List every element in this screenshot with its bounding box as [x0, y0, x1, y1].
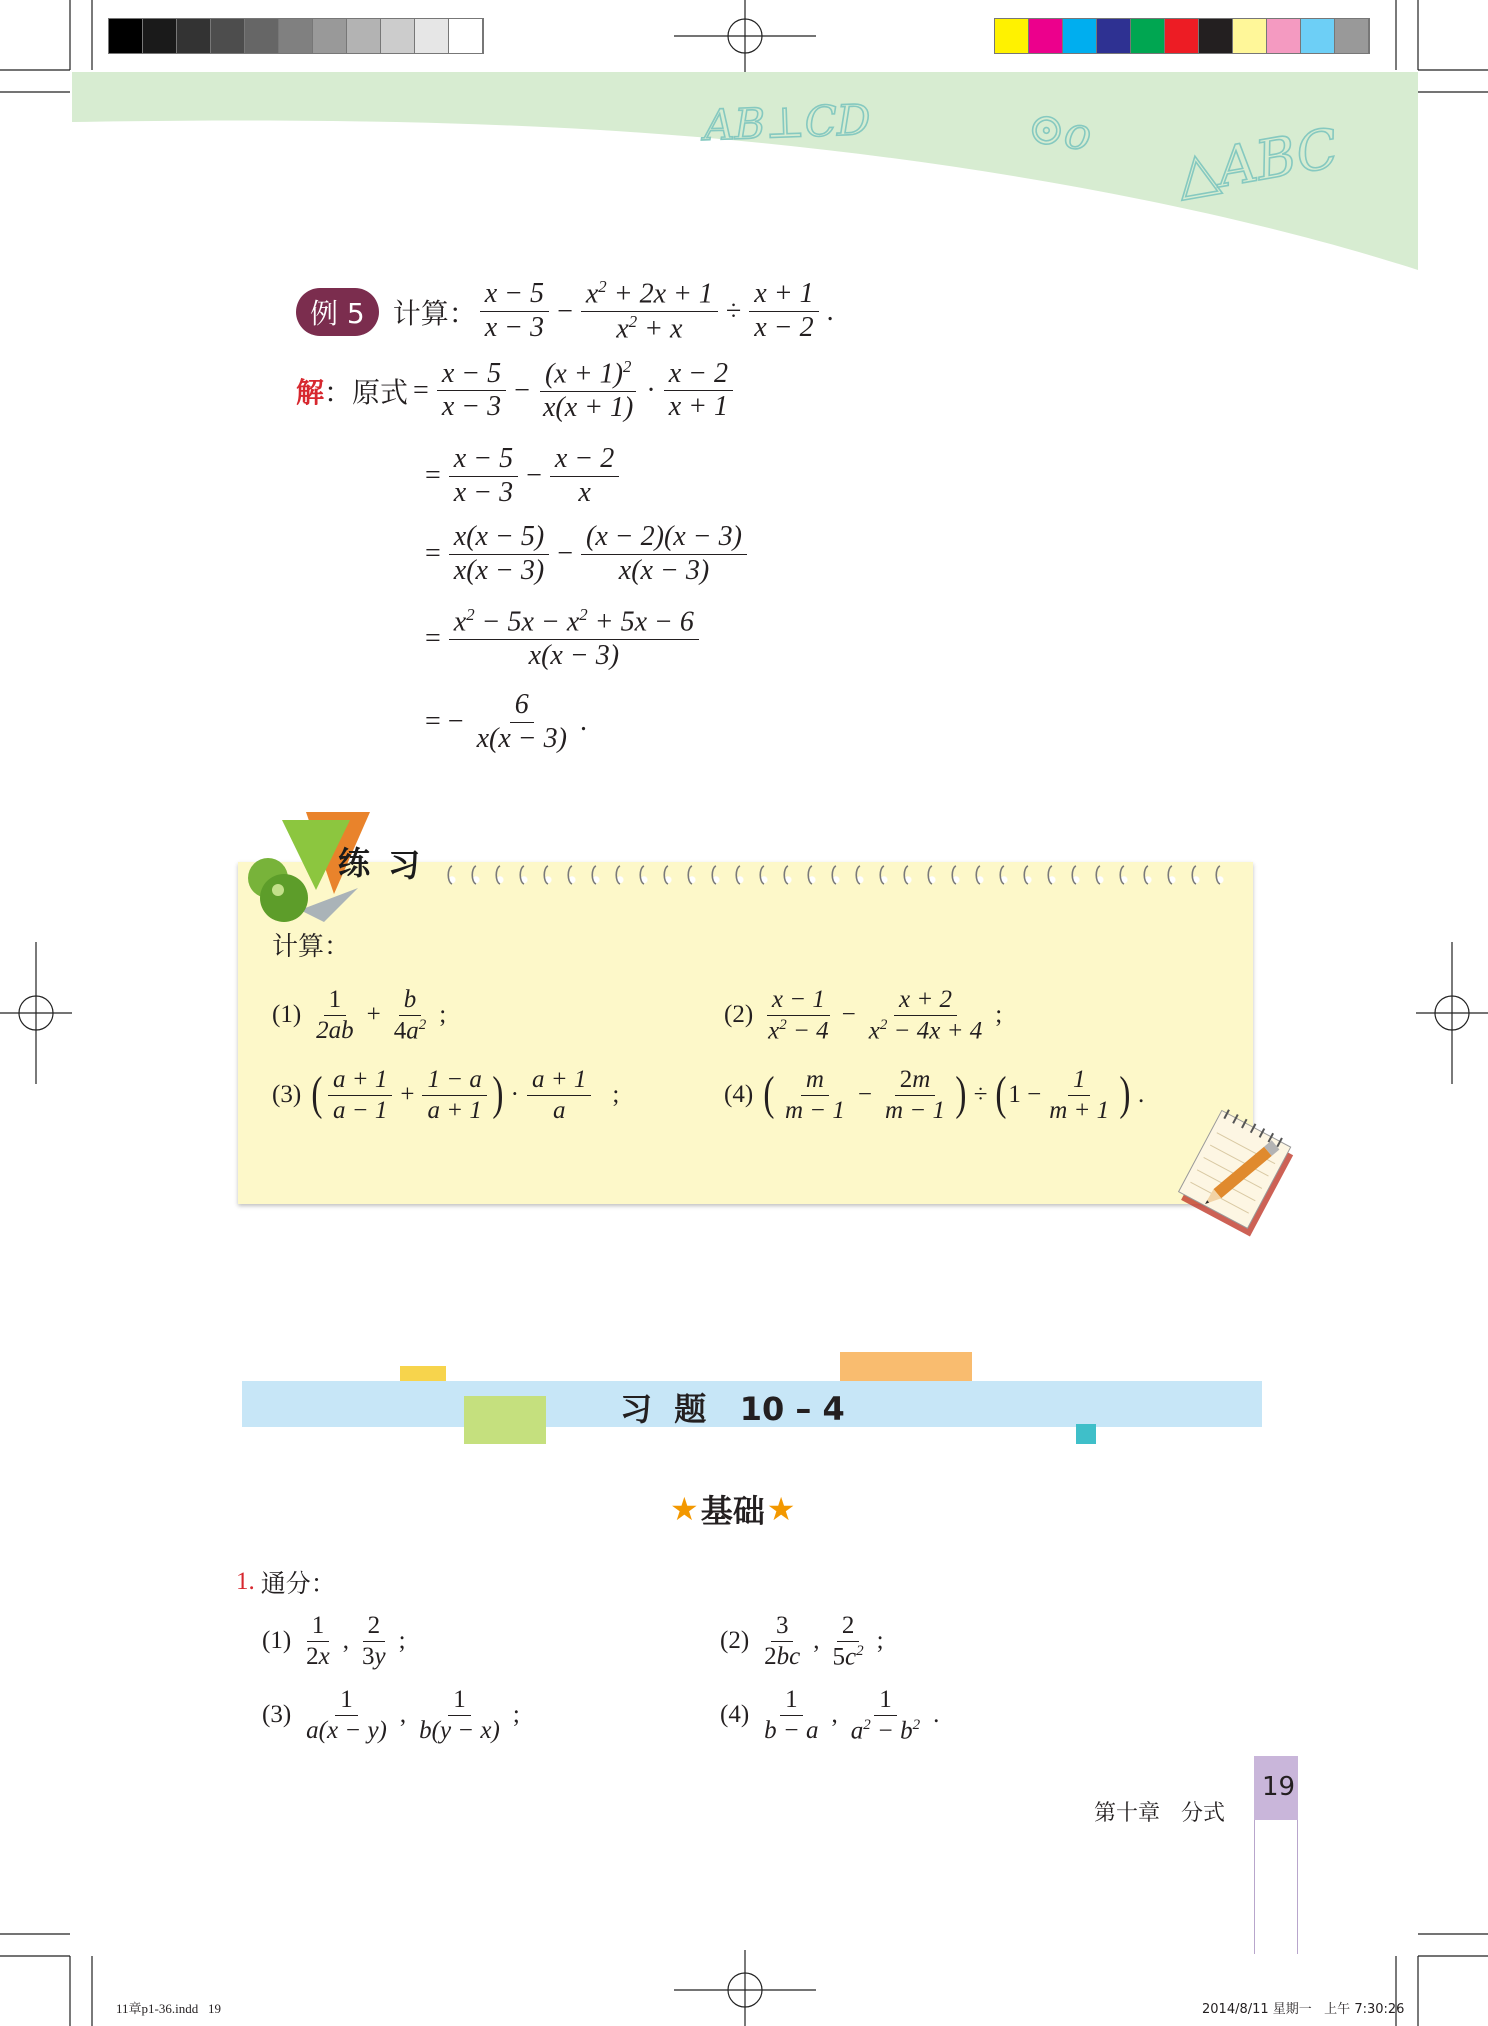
deco-square-teal: [1076, 1424, 1096, 1444]
practice-item-2: (2) $\frac{x - 1}{x^2 - 4}$ − $\frac{x + 2}{x^2 - 4x + 4}$ ;: [724, 986, 1003, 1044]
star-icon: ★: [766, 1490, 796, 1528]
page-number: 19: [1262, 1772, 1296, 1802]
practice-item-4: (4) ( $\frac{m}{m - 1}$ − $\frac{2m}{m - 1}$ ) ÷ ( 1 − $\frac{1}{m + 1}$ ) .: [724, 1066, 1145, 1124]
header-symbol-perp: AB⊥CD: [703, 95, 872, 150]
example-badge: 例 5: [296, 288, 379, 336]
solution-line-1: 解 ：原式 = $\frac{x - 5}{x - 3}$ − $\frac{(x + 1)^2}{x(x + 1)}$ · $\frac{x - 2}{x + 1}$: [296, 358, 736, 424]
page-tab-line-left: [1254, 1820, 1255, 1954]
solution-line-3: = $\frac{x(x - 5)}{x(x - 3)}$ − $\frac{(x - 2)(x - 3)}{x(x - 3)}$: [420, 522, 750, 587]
chapter-label: 第十章 分式: [1094, 1801, 1225, 1826]
practice-item-3: (3) ( $\frac{a + 1}{a - 1}$ + $\frac{1 - a}{a + 1}$ ) · $\frac{a + 1}{a}$ ;: [272, 1066, 620, 1124]
solution-label: 解: [296, 375, 325, 409]
deco-square-green: [464, 1396, 546, 1444]
solution-line-2: = $\frac{x - 5}{x - 3}$ − $\frac{x - 2}{x}$: [420, 444, 622, 509]
exercise-item-1: (1) $\frac{1}{2x}$ , $\frac{2}{3y}$ ;: [262, 1612, 406, 1670]
note-spiral: [440, 860, 1230, 900]
exercise-item-3: (3) $\frac{1}{a(x - y)}$ , $\frac{1}{b(y - x)}$ ;: [262, 1686, 520, 1744]
exercise-item-4: (4) $\frac{1}{b - a}$ , $\frac{1}{a^2 - b^2}$ .: [720, 1686, 940, 1744]
header-symbol-circle: ⊙o: [1024, 101, 1095, 162]
footer-timestamp: 2014/8/11 星期一 上午 7:30:26: [1202, 2002, 1405, 2017]
footer-file-info: 11章p1-36.indd 19: [116, 2001, 221, 2016]
practice-instruction: 计算：: [272, 932, 351, 962]
header-symbol-triangle: △ABC: [1171, 116, 1343, 207]
question-1: [236, 1564, 336, 1600]
exercise-title: 习 题 10 – 4: [620, 1390, 845, 1428]
notepad-pencil-icon: [1168, 1108, 1308, 1248]
question-text: 通分：: [260, 1569, 336, 1598]
question-number: 1.: [236, 1568, 255, 1595]
practice-title-1: 练: [338, 844, 371, 882]
practice-title-2: 习: [388, 846, 421, 884]
exercise-item-2: (2) $\frac{3}{2bc}$ , $\frac{2}{5c^2}$ ;: [720, 1612, 884, 1670]
example-expression: $\frac{x - 5}{x - 3}$ − $\frac{x^2 + 2x + 1}{x^2 + x}$ ÷ $\frac{x + 1}{x - 2}$ .: [477, 278, 839, 345]
deco-square-orange: [840, 1352, 972, 1382]
original-label: ：原式: [324, 375, 409, 409]
solution-line-4: = $\frac{x^2 - 5x - x^2 + 5x - 6}{x(x - 3)}$: [420, 606, 702, 672]
star-icon: ★: [670, 1490, 699, 1528]
example-5-problem: [296, 278, 839, 345]
solution-line-5: = − $\frac{6}{x(x - 3)}$ .: [425, 689, 587, 754]
page-tab-line-right: [1297, 1820, 1298, 1954]
level-label: 基础: [700, 1492, 765, 1530]
example-prompt: 计算：: [392, 296, 477, 330]
practice-item-1: (1) $\frac{1}{2ab}$ + $\frac{b}{4a^2}$ ;: [272, 986, 447, 1044]
level-heading: [670, 1486, 795, 1532]
